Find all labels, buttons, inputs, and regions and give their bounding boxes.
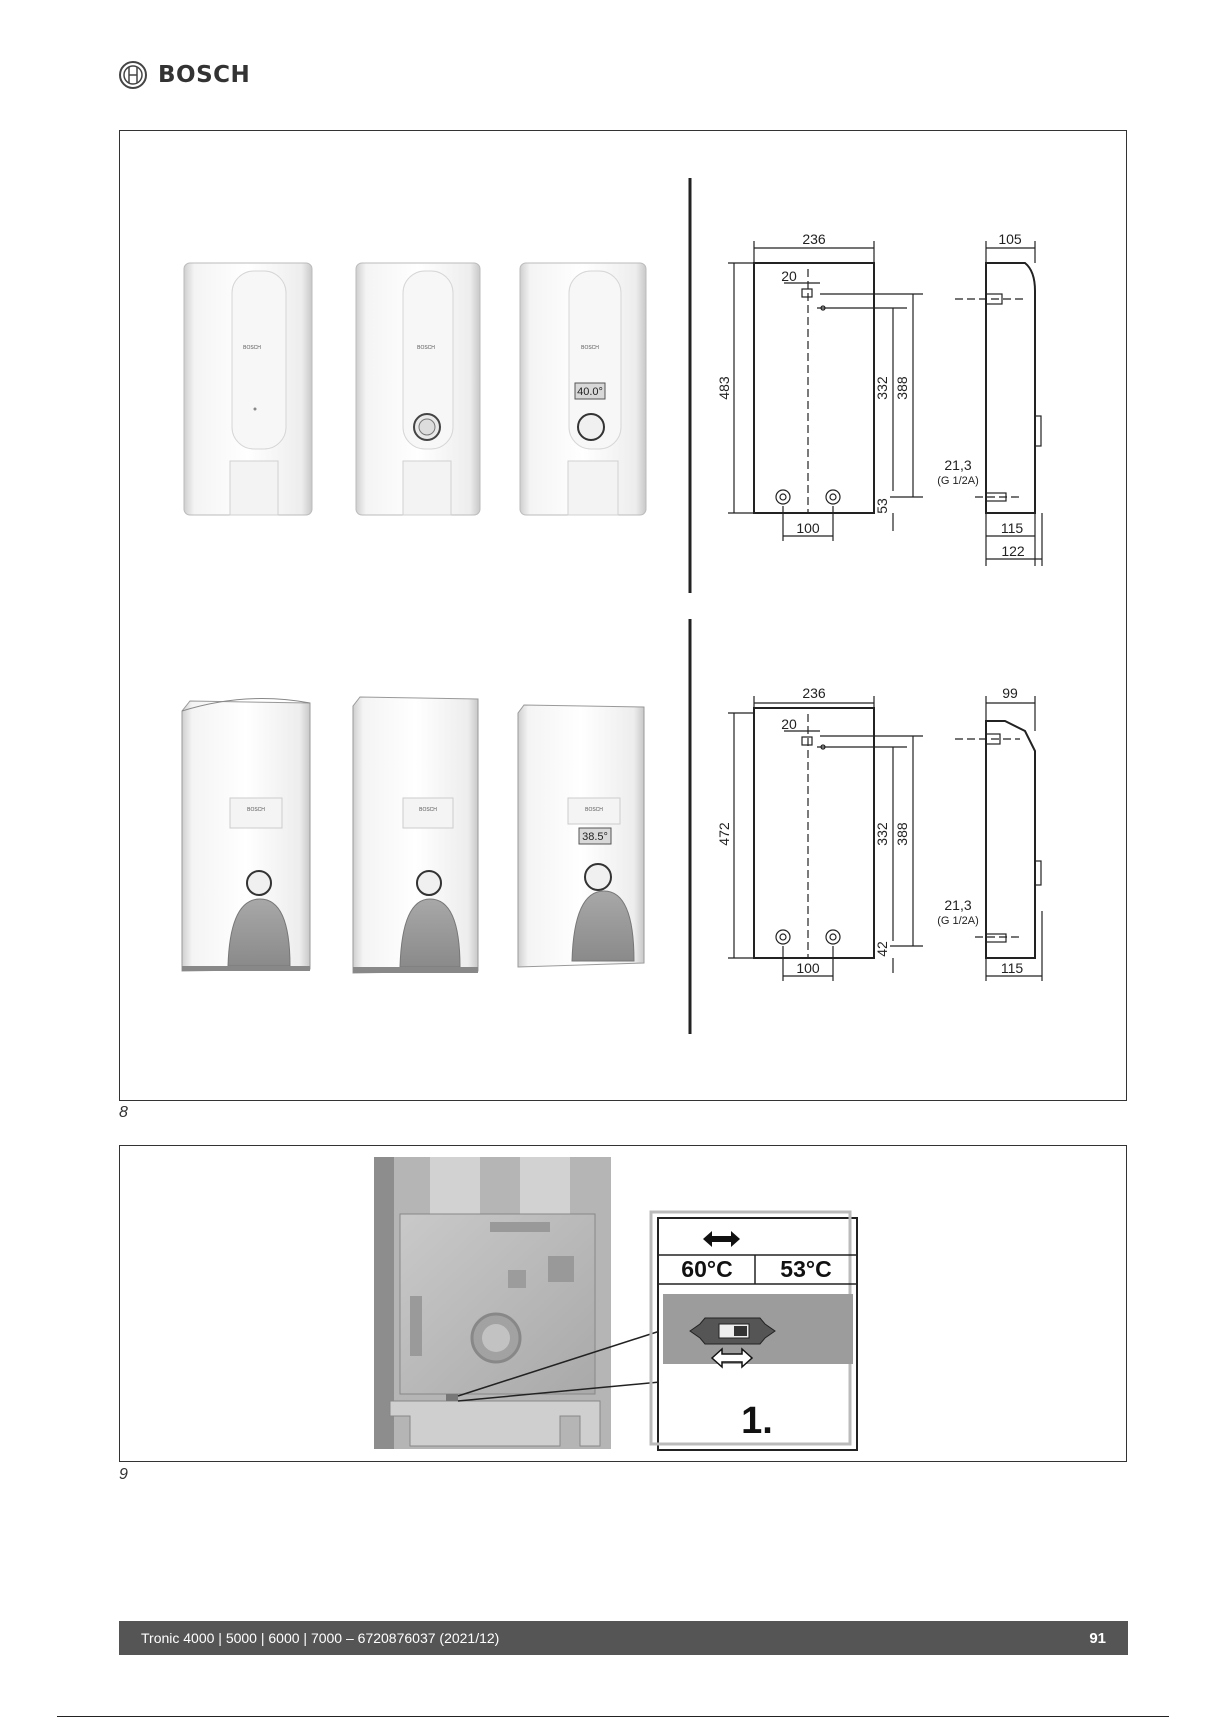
dim-122-top: 122 (1001, 543, 1025, 559)
heater-top-3-brand: BOSCH (581, 345, 599, 351)
dim-bottom-bottom: 42 (874, 941, 890, 957)
figure-8-frame (119, 130, 1127, 1101)
dim-depth-bottom: 99 (1002, 685, 1018, 701)
heater-top-1-brand: BOSCH (243, 345, 261, 351)
dim-depth-top: 105 (998, 231, 1022, 247)
circuit-board-photo (374, 1157, 611, 1449)
page-footer (119, 1621, 1128, 1655)
dim-388-top: 388 (894, 376, 910, 400)
dim-thread1-top: 21,3 (944, 457, 972, 473)
heater-top-3 (520, 263, 646, 515)
dim-332-bottom: 332 (874, 822, 890, 846)
dim-115-top: 115 (1000, 520, 1024, 536)
bosch-logo-icon (118, 60, 148, 90)
figure-8-artwork (120, 131, 1126, 1100)
heater-bottom-3 (518, 705, 644, 967)
heater-top-3-display: 40.0° (577, 386, 603, 398)
figure-9-frame (119, 1145, 1127, 1462)
dim-width-bottom: 236 (802, 685, 826, 701)
dim-388-bottom: 388 (894, 822, 910, 846)
figure-9-artwork (120, 1146, 1126, 1461)
page-number: 91 (1089, 1629, 1106, 1647)
heater-top-2-brand: BOSCH (417, 345, 435, 351)
dim-thread2-top: (G 1/2A) (937, 475, 979, 487)
heater-top-2 (356, 263, 480, 515)
switch-detail-box (651, 1212, 857, 1450)
drawing-bottom-labels (716, 685, 1023, 976)
dim-thread1-bottom: 21,3 (944, 897, 972, 913)
heater-top-1 (184, 263, 312, 515)
dim-spacing-top: 100 (796, 520, 820, 536)
temp-left-label: 60°C (681, 1256, 733, 1282)
heater-bottom-1-brand: BOSCH (247, 807, 265, 813)
dim-height-top: 483 (716, 376, 732, 400)
dim-bottom-top: 53 (874, 498, 890, 514)
dim-width-top: 236 (802, 231, 826, 247)
dim-offset-bottom: 20 (781, 716, 797, 732)
drawing-top-labels (716, 231, 1025, 559)
heater-bottom-1 (182, 699, 310, 972)
brand-name: BOSCH (158, 62, 251, 88)
dim-332-top: 332 (874, 376, 890, 400)
dim-115-bottom: 115 (1000, 960, 1024, 976)
dim-offset-top: 20 (781, 268, 797, 284)
dim-height-bottom: 472 (716, 822, 732, 846)
bottom-rule (57, 1716, 1169, 1717)
drawing-top (728, 241, 1042, 566)
figure-9-caption: 9 (119, 1466, 128, 1483)
heater-bottom-2 (353, 697, 478, 973)
heater-bottom-3-brand: BOSCH (585, 807, 603, 813)
temp-right-label: 53°C (780, 1256, 832, 1282)
dim-spacing-bottom: 100 (796, 960, 820, 976)
footer-text: Tronic 4000 | 5000 | 6000 | 7000 – 6720876037 (2021/12) (141, 1630, 500, 1646)
figure-8-caption: 8 (119, 1104, 128, 1121)
step-label: 1. (741, 1400, 773, 1442)
brand-header (118, 60, 250, 90)
heater-bottom-3-display: 38.5° (582, 831, 608, 843)
heater-bottom-2-brand: BOSCH (419, 807, 437, 813)
dim-thread2-bottom: (G 1/2A) (937, 915, 979, 927)
